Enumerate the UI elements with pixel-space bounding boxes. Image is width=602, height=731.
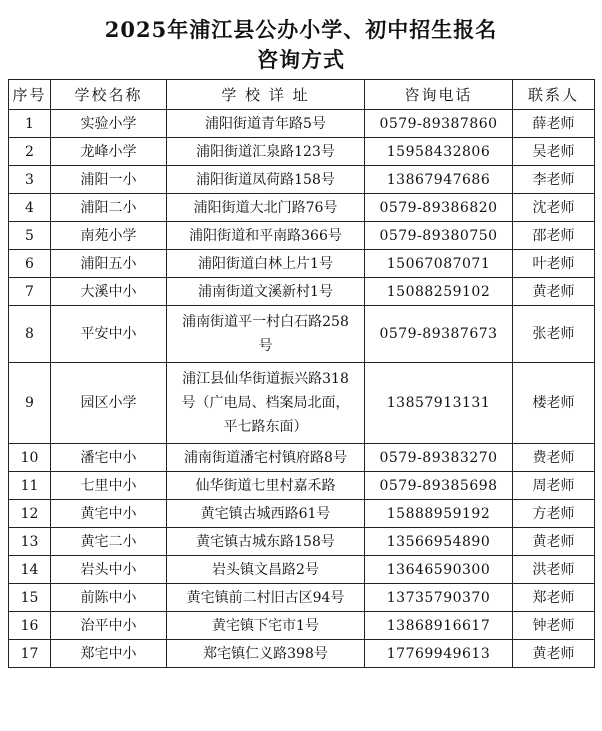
contact-person: 周老师 bbox=[513, 472, 595, 500]
school-address: 浦南街道平一村白石路258号 bbox=[167, 306, 365, 363]
phone-number: 0579-89380750 bbox=[365, 222, 513, 250]
phone-number: 13646590300 bbox=[365, 556, 513, 584]
school-name: 浦阳一小 bbox=[51, 166, 167, 194]
phone-number: 17769949613 bbox=[365, 640, 513, 668]
school-name: 平安中小 bbox=[51, 306, 167, 363]
phone-number: 13857913131 bbox=[365, 363, 513, 444]
row-number: 15 bbox=[9, 584, 51, 612]
school-name: 浦阳五小 bbox=[51, 250, 167, 278]
contact-person: 郑老师 bbox=[513, 584, 595, 612]
table-row bbox=[9, 278, 595, 306]
row-number: 16 bbox=[9, 612, 51, 640]
phone-number: 0579-89387673 bbox=[365, 306, 513, 363]
document-title: 2025年浦江县公办小学、初中招生报名 bbox=[104, 17, 498, 42]
school-address: 岩头镇文昌路2号 bbox=[167, 556, 365, 584]
table-row bbox=[9, 500, 595, 528]
contact-person: 方老师 bbox=[513, 500, 595, 528]
table-row bbox=[9, 528, 595, 556]
row-number: 12 bbox=[9, 500, 51, 528]
phone-number: 15888959192 bbox=[365, 500, 513, 528]
school-name: 潘宅中小 bbox=[51, 444, 167, 472]
contact-person: 黄老师 bbox=[513, 278, 595, 306]
school-name: 黄宅中小 bbox=[51, 500, 167, 528]
school-address: 黄宅镇古城西路61号 bbox=[167, 500, 365, 528]
school-address: 郑宅镇仁义路398号 bbox=[167, 640, 365, 668]
school-address: 黄宅镇下宅市1号 bbox=[167, 612, 365, 640]
row-number: 5 bbox=[9, 222, 51, 250]
phone-number: 0579-89386820 bbox=[365, 194, 513, 222]
table-row bbox=[9, 250, 595, 278]
table-row bbox=[9, 444, 595, 472]
table-row bbox=[9, 363, 595, 444]
table-row bbox=[9, 166, 595, 194]
contact-person: 邵老师 bbox=[513, 222, 595, 250]
header-address: 学 校 详 址 bbox=[167, 80, 365, 110]
phone-number: 13566954890 bbox=[365, 528, 513, 556]
row-number: 2 bbox=[9, 138, 51, 166]
phone-number: 13735790370 bbox=[365, 584, 513, 612]
table-row bbox=[9, 640, 595, 668]
contact-person: 叶老师 bbox=[513, 250, 595, 278]
header-contact: 联系人 bbox=[513, 80, 595, 110]
school-address: 黄宅镇古城东路158号 bbox=[167, 528, 365, 556]
contact-person: 吴老师 bbox=[513, 138, 595, 166]
school-address: 浦阳街道白林上片1号 bbox=[167, 250, 365, 278]
contact-person: 薛老师 bbox=[513, 110, 595, 138]
phone-number: 0579-89387860 bbox=[365, 110, 513, 138]
phone-number: 0579-89383270 bbox=[365, 444, 513, 472]
row-number: 11 bbox=[9, 472, 51, 500]
table-row bbox=[9, 556, 595, 584]
school-address: 浦南街道潘宅村镇府路8号 bbox=[167, 444, 365, 472]
row-number: 7 bbox=[9, 278, 51, 306]
school-name: 大溪中小 bbox=[51, 278, 167, 306]
school-name: 园区小学 bbox=[51, 363, 167, 444]
phone-number: 13868916617 bbox=[365, 612, 513, 640]
table-row bbox=[9, 222, 595, 250]
row-number: 3 bbox=[9, 166, 51, 194]
row-number: 9 bbox=[9, 363, 51, 444]
school-address: 黄宅镇前二村旧古区94号 bbox=[167, 584, 365, 612]
table-row bbox=[9, 612, 595, 640]
school-name: 治平中小 bbox=[51, 612, 167, 640]
header-no: 序号 bbox=[9, 80, 51, 110]
phone-number: 15067087071 bbox=[365, 250, 513, 278]
row-number: 13 bbox=[9, 528, 51, 556]
school-name: 七里中小 bbox=[51, 472, 167, 500]
school-name: 实验小学 bbox=[51, 110, 167, 138]
school-name: 南苑小学 bbox=[51, 222, 167, 250]
school-name: 浦阳二小 bbox=[51, 194, 167, 222]
school-address: 浦阳街道大北门路76号 bbox=[167, 194, 365, 222]
school-address: 浦南街道文溪新村1号 bbox=[167, 278, 365, 306]
school-address: 仙华街道七里村嘉禾路 bbox=[167, 472, 365, 500]
phone-number: 0579-89385698 bbox=[365, 472, 513, 500]
table-row bbox=[9, 138, 595, 166]
contact-person: 楼老师 bbox=[513, 363, 595, 444]
table-row bbox=[9, 584, 595, 612]
header-phone: 咨询电话 bbox=[365, 80, 513, 110]
school-name: 龙峰小学 bbox=[51, 138, 167, 166]
school-contact-table bbox=[8, 79, 595, 668]
school-name: 郑宅中小 bbox=[51, 640, 167, 668]
contact-person: 沈老师 bbox=[513, 194, 595, 222]
school-name: 前陈中小 bbox=[51, 584, 167, 612]
row-number: 17 bbox=[9, 640, 51, 668]
phone-number: 13867947686 bbox=[365, 166, 513, 194]
phone-number: 15088259102 bbox=[365, 278, 513, 306]
school-name: 黄宅二小 bbox=[51, 528, 167, 556]
contact-person: 张老师 bbox=[513, 306, 595, 363]
phone-number: 15958432806 bbox=[365, 138, 513, 166]
contact-person: 钟老师 bbox=[513, 612, 595, 640]
school-address: 浦阳街道青年路5号 bbox=[167, 110, 365, 138]
row-number: 14 bbox=[9, 556, 51, 584]
school-address: 浦江县仙华街道振兴路318号（广电局、档案局北面，平七路东面） bbox=[167, 363, 365, 444]
table-row bbox=[9, 194, 595, 222]
school-address: 浦阳街道和平南路366号 bbox=[167, 222, 365, 250]
row-number: 10 bbox=[9, 444, 51, 472]
row-number: 1 bbox=[9, 110, 51, 138]
contact-person: 黄老师 bbox=[513, 528, 595, 556]
table-row bbox=[9, 472, 595, 500]
school-address: 浦阳街道汇泉路123号 bbox=[167, 138, 365, 166]
school-address: 浦阳街道凤荷路158号 bbox=[167, 166, 365, 194]
school-name: 岩头中小 bbox=[51, 556, 167, 584]
contact-person: 李老师 bbox=[513, 166, 595, 194]
table-header-row bbox=[9, 80, 595, 110]
contact-person: 黄老师 bbox=[513, 640, 595, 668]
table-row bbox=[9, 110, 595, 138]
row-number: 8 bbox=[9, 306, 51, 363]
header-school: 学校名称 bbox=[51, 80, 167, 110]
contact-person: 洪老师 bbox=[513, 556, 595, 584]
contact-person: 费老师 bbox=[513, 444, 595, 472]
row-number: 4 bbox=[9, 194, 51, 222]
document-subtitle: 咨询方式 bbox=[257, 47, 345, 72]
table-row bbox=[9, 306, 595, 363]
row-number: 6 bbox=[9, 250, 51, 278]
